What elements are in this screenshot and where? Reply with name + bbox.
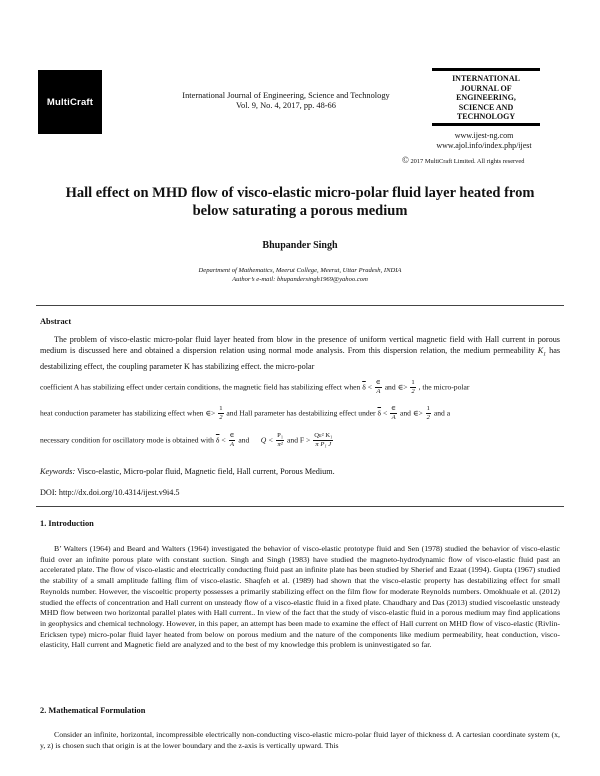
abstract-text: heat conduction parameter has stabilizing effect when xyxy=(40,408,206,418)
fraction-half xyxy=(410,379,415,396)
journal-box-line: SCIENCE AND xyxy=(458,102,514,112)
symbol-eps: ∈ xyxy=(397,382,404,392)
frac-den: π P₁ J xyxy=(315,441,332,448)
fraction-eps-over-A xyxy=(229,432,236,449)
fraction-eps-over-A xyxy=(390,405,397,422)
logo-text: MultiCraft xyxy=(46,96,94,108)
symbol-k1: K xyxy=(537,346,544,356)
abstract-heading: Abstract xyxy=(40,317,72,326)
copyright xyxy=(402,156,572,166)
abstract-text: necessary condition for oscillatory mode is obtained with xyxy=(40,435,216,445)
copyright-icon: © xyxy=(402,155,409,165)
frac-num: ∈ xyxy=(391,405,397,412)
frac-num: P₁ xyxy=(277,432,284,439)
symbol-eps: ∈ xyxy=(412,408,419,418)
symbol-lt: < xyxy=(382,408,388,418)
frac-num: Qε² K₁ xyxy=(314,432,333,439)
divider-bottom xyxy=(36,506,564,507)
abstract-text: and xyxy=(399,408,413,418)
frac-num: 1 xyxy=(411,379,415,386)
copyright-text: 2017 MultiCraft Limited. All rights reserved xyxy=(410,158,525,165)
abstract-line-3 xyxy=(40,405,560,422)
abstract-text: and F > xyxy=(287,435,311,445)
abstract-text: The problem of visco-elastic micro-polar fluid layer heated from blow in the presence of uniform vertical magnetic field with Hall current in porous medium is discussed here and obtained a dispersion relation using normal mode analysis. From this dispersion relation, the medium permeability xyxy=(40,335,560,356)
symbol-lt: < xyxy=(221,435,226,445)
abstract-text: , the micro-polar xyxy=(418,382,470,392)
section-heading-introduction: 1. Introduction xyxy=(40,519,94,528)
journal-box-line: JOURNAL OF xyxy=(460,83,512,93)
symbol-q-lt: Q < xyxy=(260,435,274,445)
abstract-text: and xyxy=(238,435,250,445)
frac-den: A xyxy=(376,388,381,395)
divider-top xyxy=(36,305,564,306)
author-email: Author’s e-mail: bhupandersingh1969@yahoo.com xyxy=(232,276,368,283)
frac-num: ∈ xyxy=(229,432,235,439)
abstract-text: and Hall parameter has destabilizing effect under xyxy=(226,408,378,418)
symbol-eps: ∈ xyxy=(205,408,212,418)
symbol-gt: > xyxy=(211,408,216,418)
section-heading-formulation: 2. Mathematical Formulation xyxy=(40,706,146,715)
abstract-text-tail: has destabilizing effect, the coupling parameter K has stabilizing effect. the micro-polar xyxy=(40,346,561,372)
keywords xyxy=(40,467,335,476)
symbol-gt: > xyxy=(403,382,408,392)
journal-name: International Journal of Engineering, Science and Technology xyxy=(182,91,390,100)
frac-num: 1 xyxy=(426,405,430,412)
symbol-gt: > xyxy=(418,408,423,418)
journal-title-box xyxy=(432,68,540,126)
abstract-line-2 xyxy=(40,379,560,396)
title-line-1: Hall effect on MHD flow of visco-elastic micro-polar fluid layer heated from xyxy=(65,185,535,201)
article-title xyxy=(40,184,560,220)
frac-den: π² xyxy=(277,441,283,448)
journal-links xyxy=(414,131,554,151)
symbol-delta: $\overline{\delta}$ xyxy=(215,435,220,445)
journal-box-line: INTERNATIONAL xyxy=(452,74,520,83)
publisher-logo xyxy=(38,70,102,134)
frac-num: ∈ xyxy=(375,379,381,386)
abstract-text: and xyxy=(384,382,398,392)
frac-num: 1 xyxy=(219,405,223,412)
symbol-lt: < xyxy=(367,382,372,392)
author-name: Bhupander Singh xyxy=(262,240,338,251)
introduction-text: B’ Walters (1964) and Beard and Walters (1964) investigated the behavior of visco-elastic prototype fluid and Sen (1978) studied the behavior of visco-elastic fluid over an infinite porous plate with constant suction. Singh and Singh (1983) have studied the magneto-hydrodynamic flow of visco-elastic fluid past an accelerated plate. The flow of visco-elastic and electrically conducting fluid past an infinite plate has been studied by Sherief and Ezaat (1994). Gupta (1967) studied the stability of a small amplitude falling flim of visco-elastic. Shaqfeh et al. (1989) had shown that the visco-elastic property has destabilizing effect for small Reynolds number. However, the viscoeltic property possesses a primarily stabilizing effect on the film flow for moderate Reynolds numbers. Omokhuale et al. (2012) studied the effects of concentration and Hall current on unsteady flow of a visco-elastic fluid in a fixed plate. Chaudhary and Das (2013) studied viscoelastic unsteady MHD flow between two horizontal parallel plates with Hall current.. In view of the fact that the study of visco-elastic fluid in a porous medium may find applications in geophysics and chemical technology. However, in this paper, an attempt has been made to examine the effect of Hall current on MHD flow of visco-elastic (Rivlin-Ericksen type) micro-polar fluid layer heated from below on porous medium and the nature of the components like medium permeability, heat conduction, visco-elasticity, Hall current and Magnetic field are analyzed and to the best of my knowledge this problem is uninvestigated so far. xyxy=(40,544,560,650)
frac-den: 2 xyxy=(411,388,415,395)
symbol-delta: $\overline{\delta}$ xyxy=(362,382,366,392)
author-affiliation xyxy=(40,266,560,284)
abstract-text: and a xyxy=(433,408,451,418)
journal-title-text xyxy=(436,74,536,122)
symbol-k1-sub: 1 xyxy=(543,351,547,358)
formulation-text: Consider an infinite, horizontal, incompressible electrically non-conducting visco-elastic micro-polar fluid layer of thickness d. A cartesian coordinate system (x, y, z) is chosen such that origin is at the lower boundary and the z-axis is vertically upward. This xyxy=(40,730,560,750)
journal-volume: Vol. 9, No. 4, 2017, pp. 48-66 xyxy=(236,101,336,110)
fraction-eps-over-A xyxy=(375,379,382,396)
keywords-text: Visco-elastic, Micro-polar fluid, Magnetic field, Hall current, Porous Medium. xyxy=(77,467,335,476)
fraction-half xyxy=(218,405,223,422)
journal-url-2[interactable]: www.ajol.info/index.php/ijest xyxy=(436,141,532,150)
fraction-condition xyxy=(313,432,333,449)
abstract-text: coefficient A has stabilizing effect under certain conditions, the magnetic field has stabilizing effect when xyxy=(40,382,363,392)
journal-url-1[interactable]: www.ijest-ng.com xyxy=(454,131,514,140)
frac-den: 2 xyxy=(426,414,430,421)
abstract-paragraph xyxy=(40,334,560,372)
journal-box-line: TECHNOLOGY xyxy=(456,112,516,121)
title-line-2: below saturating a porous medium xyxy=(192,203,408,219)
symbol-delta: $\overline{\delta}$ xyxy=(377,408,382,418)
fraction-half xyxy=(426,405,431,422)
doi-link[interactable]: DOI: http://dx.doi.org/10.4314/ijest.v9i4.5 xyxy=(40,488,180,497)
abstract-line-4 xyxy=(40,432,560,449)
frac-den: A xyxy=(230,441,235,448)
frac-den: 2 xyxy=(219,414,223,421)
journal-box-line: ENGINEERING, xyxy=(456,93,516,102)
frac-den: A xyxy=(391,414,396,421)
keywords-label: Keywords: xyxy=(40,467,76,476)
journal-citation xyxy=(136,91,436,111)
affiliation-text: Department of Mathematics, Meerut College, Meerut, Uttar Pradesh, INDIA xyxy=(198,267,402,274)
fraction-p-over-pi2 xyxy=(276,432,284,449)
